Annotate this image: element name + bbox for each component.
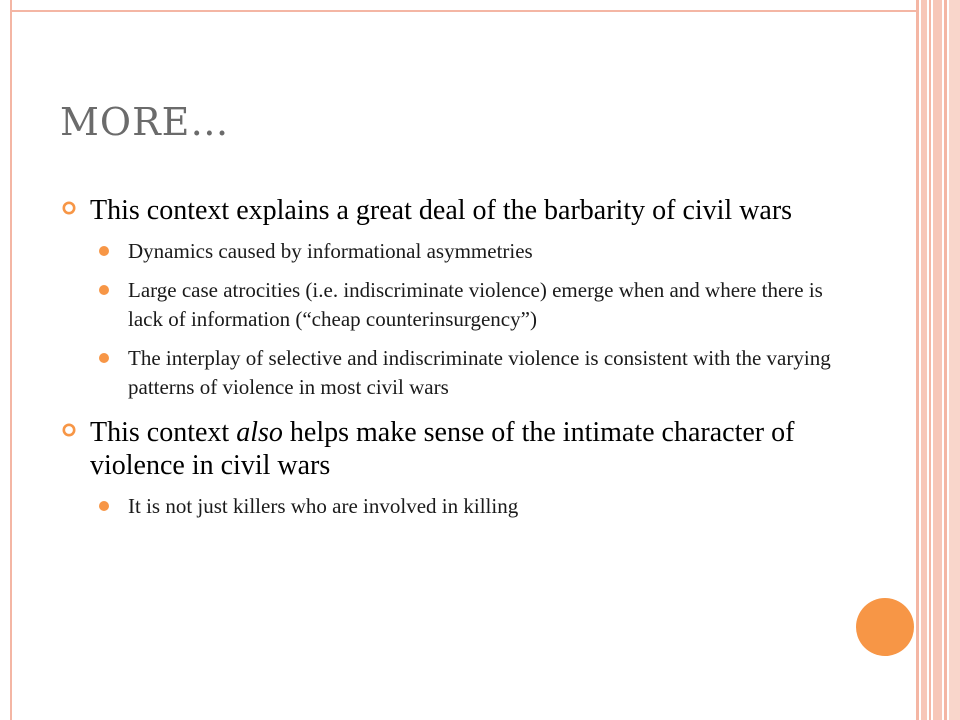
slide-border-top: [10, 10, 918, 12]
bullet-text-before: This context: [90, 417, 237, 448]
slide-content: [62, 194, 842, 531]
bullet-level2: [62, 276, 842, 334]
filled-dot-bullet-icon: [99, 285, 109, 295]
filled-dot-bullet-icon: [99, 246, 109, 256]
bullet-level1: [62, 416, 842, 482]
decorative-stripe: [933, 0, 942, 720]
filled-dot-bullet-icon: [99, 501, 109, 511]
decorative-stripe: [921, 0, 927, 720]
bullet-level2: [62, 237, 842, 266]
bullet-level1: [62, 194, 842, 227]
sub-bullet-text: The interplay of selective and indiscriminate violence is consistent with the varying patterns of violence in most civil wars: [128, 346, 831, 399]
slide-border-left: [10, 0, 12, 720]
bullet-text-after: helps make sense of the intimate character of violence in civil wars: [90, 417, 795, 481]
decorative-stripe: [929, 0, 931, 720]
bullet-level2: [62, 344, 842, 402]
decorative-stripe: [916, 0, 919, 720]
decorative-stripe: [949, 0, 960, 720]
open-circle-bullet-icon: [62, 201, 76, 215]
filled-dot-bullet-icon: [99, 353, 109, 363]
sub-bullet-text: Large case atrocities (i.e. indiscriminate violence) emerge when and where there is lack of information (“cheap counterinsurgency”): [128, 278, 823, 331]
sub-bullet-text: It is not just killers who are involved in killing: [128, 494, 519, 518]
bullet-level2: [62, 492, 842, 521]
bullet-text: This context explains a great deal of the barbarity of civil wars: [90, 195, 793, 226]
decorative-circle: [856, 598, 914, 656]
bullet-text-emphasis: also: [236, 417, 283, 448]
slide-title: MORE…: [60, 100, 230, 144]
sub-bullet-text: Dynamics caused by informational asymmetries: [128, 239, 533, 263]
decorative-stripe: [944, 0, 947, 720]
open-circle-bullet-icon: [62, 423, 76, 437]
